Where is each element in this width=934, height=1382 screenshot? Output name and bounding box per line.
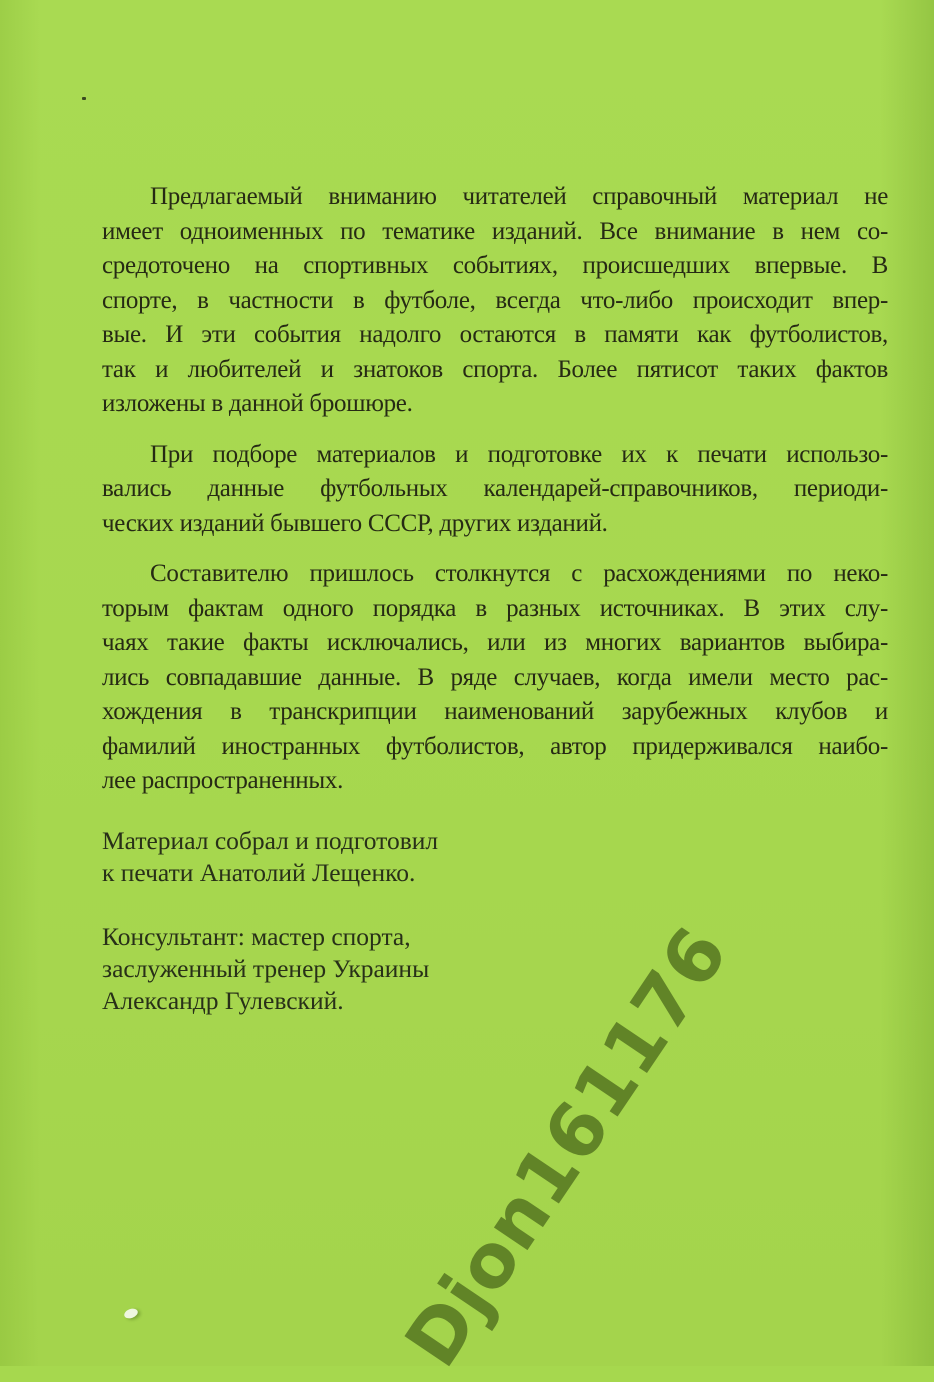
credit-line: Александр Гулевский. bbox=[102, 986, 344, 1015]
text-line: хождения в транскрипции наименований зарубежных клубов и bbox=[102, 698, 888, 725]
consultant-credit bbox=[102, 921, 438, 1017]
text-line: Предлагаемый вниманию читателей справочный материал не bbox=[150, 183, 888, 210]
body-text bbox=[102, 180, 888, 815]
text-line: ческих изданий бывшего СССР, других изданий. bbox=[102, 509, 608, 537]
credits bbox=[102, 825, 438, 1049]
watermark: Djon161176 bbox=[389, 911, 746, 1382]
text-line: вались данные футбольных календарей-справочников, периоди- bbox=[102, 475, 888, 502]
text-line: При подборе материалов и подготовке их к печати использо- bbox=[150, 440, 888, 468]
credit-line: заслуженный тренер Украины bbox=[102, 954, 430, 983]
text-line: фамилий иностранных футболистов, автор придерживался наибо- bbox=[102, 732, 888, 760]
text-line: изложены в данной брошюре. bbox=[102, 390, 413, 417]
text-line: лее распространенных. bbox=[102, 767, 344, 794]
text-line: Составителю пришлось столкнутся с расхождениями по неко- bbox=[150, 560, 888, 587]
text-line: так и любителей и знатоков спорта. Более пятисот таких фактов bbox=[102, 355, 888, 383]
credit-line: Консультант: мастер спорта, bbox=[102, 922, 411, 951]
text-line: имеет одноименных по тематике изданий. Все внимание в нем со- bbox=[102, 217, 888, 245]
scan-speck bbox=[82, 97, 86, 100]
credit-line: к печати Анатолий Лещенко. bbox=[102, 858, 416, 887]
paragraph-1 bbox=[102, 180, 888, 422]
text-line: вые. И эти события надолго остаются в памяти как футболистов, bbox=[102, 321, 888, 348]
text-line: спорте, в частности в футболе, всегда что-либо происходит впер- bbox=[102, 286, 888, 314]
text-line: лись совпадавшие данные. В ряде случаев, когда имели место рас- bbox=[102, 663, 888, 691]
compiler-credit bbox=[102, 825, 438, 889]
text-line: чаях такие факты исключались, или из многих вариантов выбира- bbox=[102, 629, 888, 656]
text-line: средоточено на спортивных событиях, происшедших впервые. В bbox=[102, 252, 888, 279]
text-line: торым фактам одного порядка в разных источниках. В этих слу- bbox=[102, 594, 888, 622]
scan-blemish bbox=[123, 1307, 139, 1320]
credit-line: Материал собрал и подготовил bbox=[102, 826, 439, 855]
paragraph-3 bbox=[102, 557, 888, 799]
paragraph-2 bbox=[102, 438, 888, 542]
